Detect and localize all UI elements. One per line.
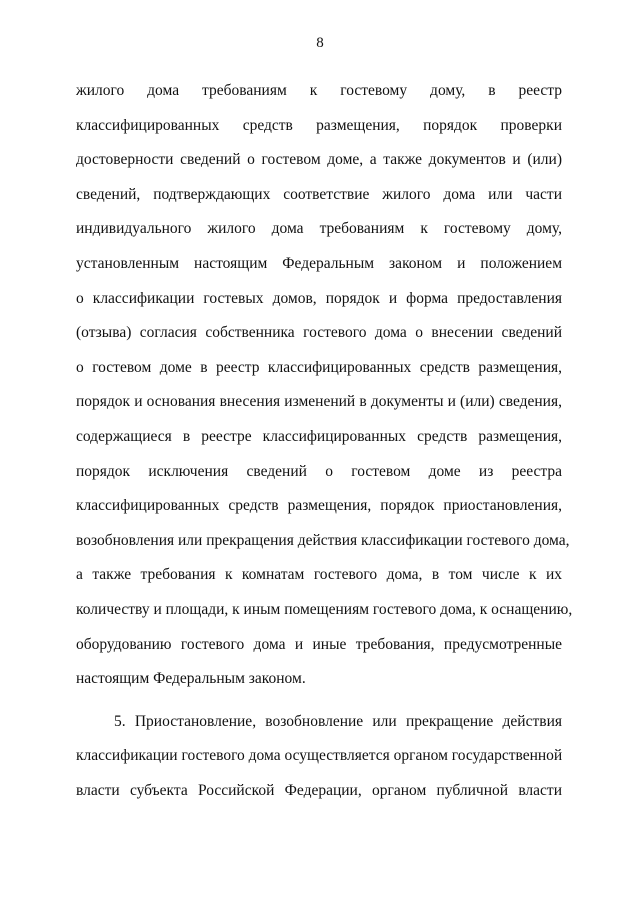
text-line: порядок и основания внесения изменений в документы и (или) сведения, (76, 393, 562, 411)
text-line: жилого дома требованиям к гостевому дому, в реестр (76, 82, 562, 99)
text-line: оборудованию гостевого дома и иные требования, предусмотренные (76, 635, 562, 653)
text-line: а также требования к комнатам гостевого дома, в том числе к их (76, 566, 562, 584)
text-line: о гостевом доме в реестр классифицированных средств размещения, (76, 358, 562, 376)
text-line: возобновления или прекращения действия классификации гостевого дома, (76, 531, 570, 549)
paragraph-gap (76, 697, 562, 705)
text-line: сведений, подтверждающих соответствие жилого дома или части (76, 185, 562, 203)
text-line: содержащиеся в реестре классифицированных средств размещения, (76, 427, 562, 445)
text-line: достоверности сведений о гостевом доме, а также документов и (или) (76, 151, 562, 169)
text-line: классифицированных средств размещения, порядок проверки (76, 116, 562, 134)
text-line: 5. Приостановление, возобновление или прекращение действия (114, 712, 562, 730)
text-line: количеству и площади, к иным помещениям гостевого дома, к оснащению, (76, 600, 573, 618)
paragraph-requirements (76, 74, 573, 697)
text-line: настоящим Федеральным законом. (76, 670, 306, 688)
text-line: власти субъекта Российской Федерации, органом публичной власти (76, 781, 562, 799)
document-body (76, 74, 573, 808)
text-line: о классификации гостевых домов, порядок и форма предоставления (76, 289, 562, 307)
text-line: классификации гостевого дома осуществляется органом государственной (76, 747, 563, 765)
paragraph-item-5 (76, 705, 562, 809)
page-number: 8 (316, 35, 324, 51)
text-line: установленным настоящим Федеральным законом и положением (76, 254, 562, 272)
text-line: порядок исключения сведений о гостевом доме из реестра (76, 462, 562, 480)
text-line: классифицированных средств размещения, порядок приостановления, (76, 497, 562, 515)
text-line: (отзыва) согласия собственника гостевого дома о внесении сведений (76, 324, 562, 342)
text-line: индивидуального жилого дома требованиям к гостевому дому, (76, 220, 562, 238)
